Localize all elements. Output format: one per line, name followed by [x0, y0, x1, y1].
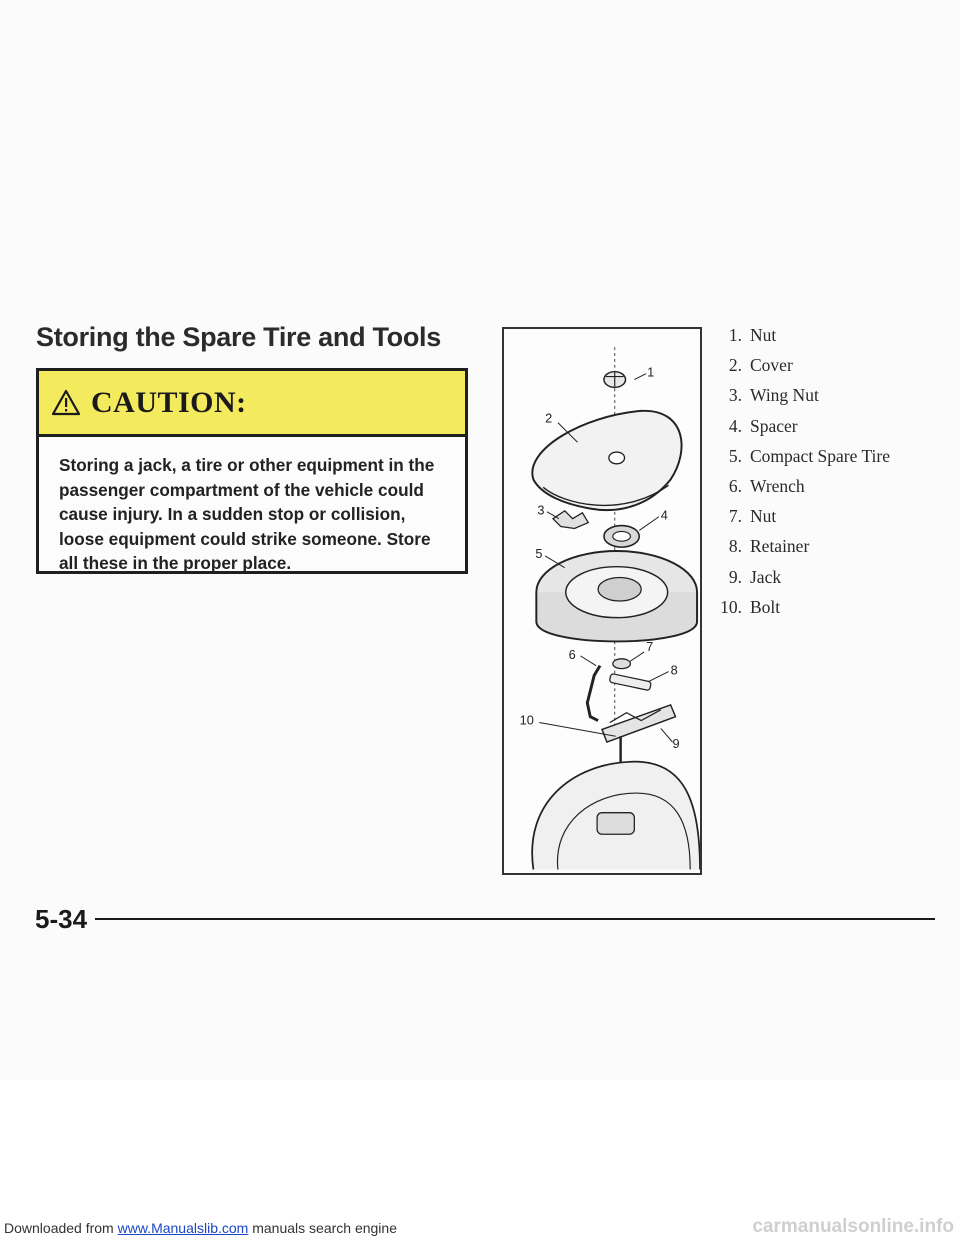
- diagram-illustration: [504, 329, 700, 873]
- footer-rule: [95, 918, 935, 920]
- page-number: 5-34: [35, 904, 88, 934]
- download-prefix: Downloaded from: [4, 1220, 118, 1236]
- callout-8: 8: [670, 662, 678, 678]
- part-number: 8.: [728, 536, 742, 557]
- download-suffix: manuals search engine: [248, 1220, 397, 1236]
- part-number: 5.: [728, 445, 742, 466]
- callout-2: 2: [545, 410, 553, 426]
- part-number: 6.: [728, 475, 742, 496]
- part-number: 10.: [720, 596, 742, 617]
- list-item: [712, 506, 890, 536]
- list-item: [712, 325, 890, 355]
- callout-7: 7: [646, 638, 654, 654]
- watermark: carmanualsonline.info: [752, 1216, 954, 1237]
- callout-9: 9: [672, 736, 680, 751]
- part-number: 3.: [728, 385, 742, 406]
- list-item: [712, 567, 890, 597]
- list-item: [712, 355, 890, 385]
- download-note: [4, 1220, 397, 1236]
- callout-6: 6: [568, 646, 576, 662]
- spare-tire-diagram: [502, 327, 702, 875]
- manualslib-link[interactable]: www.Manualslib.com: [117, 1220, 249, 1236]
- parts-list: [712, 325, 890, 627]
- callout-1: 1: [647, 364, 655, 380]
- list-item: [712, 536, 890, 566]
- list-item: [712, 597, 890, 627]
- part-label: Bolt: [750, 596, 781, 617]
- list-item: [712, 476, 890, 506]
- caution-header: [39, 371, 465, 437]
- callout-10: 10: [519, 712, 534, 728]
- download-footer: [0, 1080, 960, 1242]
- part-number: 9.: [728, 566, 742, 587]
- part-label: Spacer: [750, 415, 798, 436]
- part-label: Nut: [750, 506, 777, 527]
- part-number: 7.: [728, 506, 742, 527]
- lower-nut-part: [613, 659, 631, 669]
- warning-triangle-icon: [51, 389, 81, 416]
- list-item: [712, 416, 890, 446]
- part-label: Compact Spare Tire: [750, 445, 890, 466]
- part-label: Wing Nut: [750, 385, 819, 406]
- part-number: 1.: [728, 325, 742, 345]
- part-label: Wrench: [750, 475, 805, 496]
- part-number: 4.: [728, 415, 742, 436]
- callout-4: 4: [660, 507, 668, 523]
- wrench-part: [587, 666, 600, 721]
- part-label: Nut: [750, 325, 777, 345]
- retainer-part: [609, 673, 651, 690]
- callout-3: 3: [537, 502, 545, 518]
- part-number: 2.: [728, 355, 742, 376]
- part-label: Retainer: [750, 536, 810, 557]
- caution-box: [36, 368, 468, 574]
- part-label: Jack: [750, 566, 782, 587]
- caution-label: CAUTION:: [91, 385, 247, 419]
- callout-5: 5: [535, 545, 543, 561]
- jack-part: [602, 705, 676, 742]
- wing-nut-part: [553, 511, 588, 529]
- caution-text: Storing a jack, a tire or other equipment in the passenger compartment of the vehicle could cause injury. In a sudden stop or collision, loose equipment could strike someone. Store all these in the proper place.: [59, 455, 435, 573]
- list-item: [712, 385, 890, 415]
- section-title: Storing the Spare Tire and Tools: [36, 322, 441, 352]
- list-item: [712, 446, 890, 476]
- part-label: Cover: [750, 355, 793, 376]
